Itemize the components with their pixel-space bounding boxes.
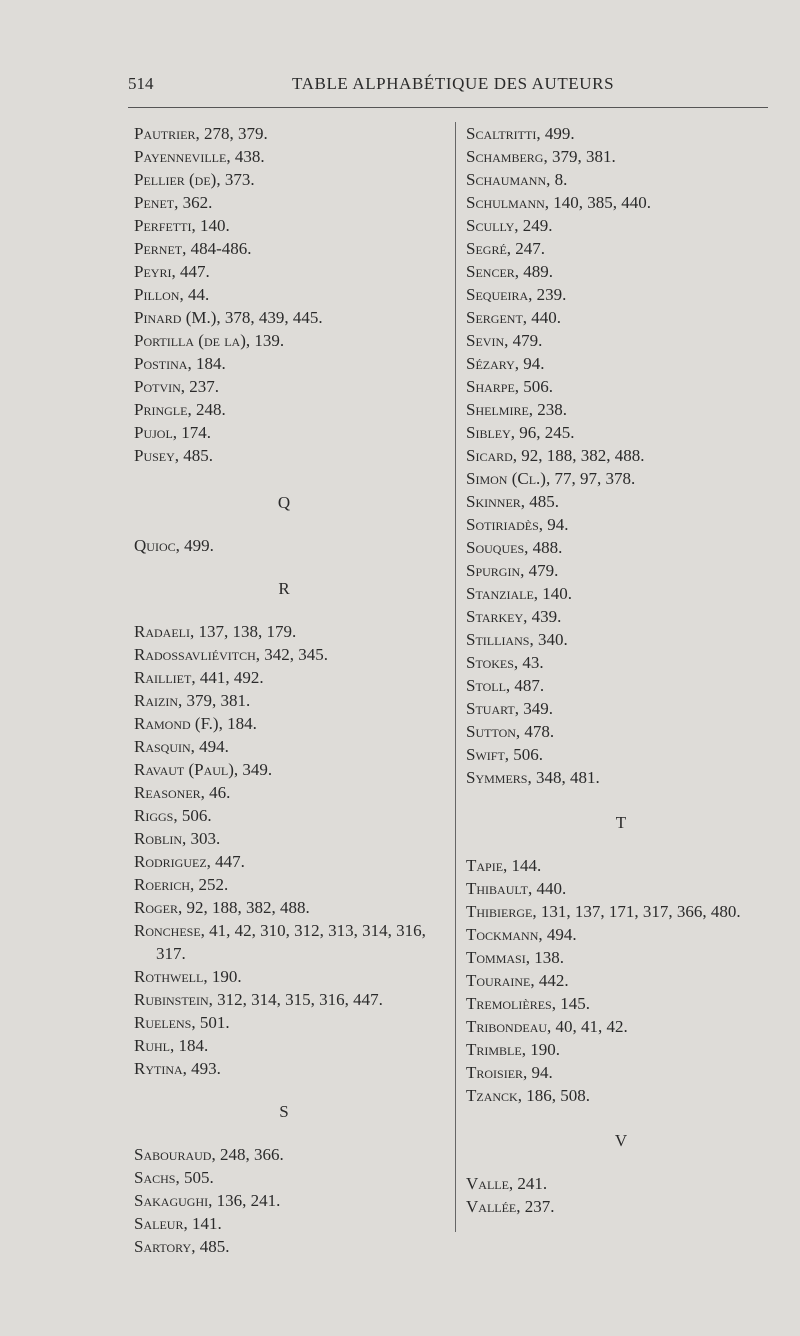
index-entry: Pellier (de), 373. bbox=[134, 170, 255, 189]
index-entry: Rothwell, 190. bbox=[134, 967, 242, 986]
index-entry: Shelmire, 238. bbox=[466, 400, 568, 419]
index-entry: Segré, 247. bbox=[466, 239, 546, 258]
index-entry: Pringle, 248. bbox=[134, 400, 226, 419]
section-heading-q: Q bbox=[277, 493, 291, 512]
index-entry: Simon (Cl.), 77, 97, 378. bbox=[466, 469, 636, 488]
section-heading-v: V bbox=[614, 1131, 628, 1150]
index-entry: Roerich, 252. bbox=[134, 875, 229, 894]
index-entry: Skinner, 485. bbox=[466, 492, 560, 511]
index-entry: Tremolières, 145. bbox=[466, 994, 590, 1013]
index-entry: Pujol, 174. bbox=[134, 423, 212, 442]
index-entry: Spurgin, 479. bbox=[466, 561, 559, 580]
index-entry: Stoll, 487. bbox=[466, 676, 545, 695]
index-entry: Perfetti, 140. bbox=[134, 216, 230, 235]
index-entry: Schamberg, 379, 381. bbox=[466, 147, 616, 166]
index-entry: Scaltritti, 499. bbox=[466, 124, 575, 143]
index-entry: Postina, 184. bbox=[134, 354, 226, 373]
author-group-s bbox=[134, 1143, 434, 1258]
index-entry: Tapie, 144. bbox=[466, 856, 542, 875]
left-column bbox=[134, 122, 434, 1258]
index-entry: Radossavliévitch, 342, 345. bbox=[134, 645, 329, 664]
index-entry: Pautrier, 278, 379. bbox=[134, 124, 268, 143]
author-group-r bbox=[134, 620, 434, 1080]
index-entry: Sharpe, 506. bbox=[466, 377, 554, 396]
index-entry: Thibault, 440. bbox=[466, 879, 567, 898]
index-entry: Pillon, 44. bbox=[134, 285, 210, 304]
index-entry: Tribondeau, 40, 41, 42. bbox=[466, 1017, 628, 1036]
index-entry: Symmers, 348, 481. bbox=[466, 768, 600, 787]
index-entry: Roblin, 303. bbox=[134, 829, 221, 848]
index-entry: Trimble, 190. bbox=[466, 1040, 560, 1059]
index-entry: Starkey, 439. bbox=[466, 607, 562, 626]
index-entry: Payenneville, 438. bbox=[134, 147, 265, 166]
index-entry: Schaumann, 8. bbox=[466, 170, 568, 189]
index-entry: Pusey, 485. bbox=[134, 446, 214, 465]
index-entry: Valle, 241. bbox=[466, 1174, 548, 1193]
author-group-v bbox=[466, 1172, 776, 1218]
index-entry: Pinard (M.), 378, 439, 445. bbox=[134, 308, 323, 327]
page-number: 514 bbox=[128, 74, 154, 93]
section-heading-t: T bbox=[615, 813, 627, 832]
section-heading-r: R bbox=[278, 579, 290, 598]
index-entry: Rubinstein, 312, 314, 315, 316, 447. bbox=[134, 990, 383, 1009]
index-entry: Ramond (F.), 184. bbox=[134, 714, 257, 733]
author-group-t bbox=[466, 854, 776, 1107]
header-rule bbox=[128, 107, 768, 108]
index-entry: Scully, 249. bbox=[466, 216, 553, 235]
index-entry: Sabouraud, 248, 366. bbox=[134, 1145, 284, 1164]
index-entry: Potvin, 237. bbox=[134, 377, 220, 396]
index-entry: Sutton, 478. bbox=[466, 722, 555, 741]
index-entry: Sibley, 96, 245. bbox=[466, 423, 575, 442]
index-entry: Raizin, 379, 381. bbox=[134, 691, 251, 710]
index-entry: Ravaut (Paul), 349. bbox=[134, 760, 273, 779]
index-entry: Sachs, 505. bbox=[134, 1168, 214, 1187]
index-entry: Sézary, 94. bbox=[466, 354, 545, 373]
index-entry: Saleur, 141. bbox=[134, 1214, 222, 1233]
index-entry: Vallée, 237. bbox=[466, 1197, 555, 1216]
index-entry: Stuart, 349. bbox=[466, 699, 553, 718]
index-entry: Stanziale, 140. bbox=[466, 584, 573, 603]
index-entry: Swift, 506. bbox=[466, 745, 544, 764]
index-entry: Touraine, 442. bbox=[466, 971, 569, 990]
index-entry: Quioc, 499. bbox=[134, 536, 214, 555]
index-entry: Sicard, 92, 188, 382, 488. bbox=[466, 446, 645, 465]
column-divider bbox=[455, 122, 456, 1232]
index-entry: Radaeli, 137, 138, 179. bbox=[134, 622, 297, 641]
index-entry: Riggs, 506. bbox=[134, 806, 212, 825]
index-entry: Ruelens, 501. bbox=[134, 1013, 230, 1032]
index-entry: Sevin, 479. bbox=[466, 331, 543, 350]
index-entry: Pernet, 484-486. bbox=[134, 239, 252, 258]
index-entry: Reasoner, 46. bbox=[134, 783, 231, 802]
index-entry: Sotiriadès, 94. bbox=[466, 515, 569, 534]
index-entry: Stokes, 43. bbox=[466, 653, 544, 672]
index-entry: Tockmann, 494. bbox=[466, 925, 577, 944]
index-entry: Tommasi, 138. bbox=[466, 948, 564, 967]
index-entry: Sergent, 440. bbox=[466, 308, 562, 327]
running-title: TABLE ALPHABÉTIQUE DES AUTEURS bbox=[292, 74, 615, 93]
index-entry: Sequeira, 239. bbox=[466, 285, 567, 304]
index-entry: Rytina, 493. bbox=[134, 1059, 221, 1078]
index-entry: Troisier, 94. bbox=[466, 1063, 553, 1082]
index-entry: Penet, 362. bbox=[134, 193, 213, 212]
author-group-q bbox=[134, 534, 434, 557]
index-entry: Tzanck, 186, 508. bbox=[466, 1086, 590, 1105]
index-entry: Sartory, 485. bbox=[134, 1237, 230, 1256]
index-entry: Ronchese, 41, 42, 310, 312, 313, 314, 316, 317. bbox=[134, 921, 426, 963]
index-entry: Souques, 488. bbox=[466, 538, 563, 557]
index-entry: Rasquin, 494. bbox=[134, 737, 229, 756]
index-entry: Portilla (de la), 139. bbox=[134, 331, 285, 350]
index-entry: Sencer, 489. bbox=[466, 262, 554, 281]
index-entry: Railliet, 441, 492. bbox=[134, 668, 264, 687]
index-entry: Stillians, 340. bbox=[466, 630, 568, 649]
index-entry: Sakagughi, 136, 241. bbox=[134, 1191, 281, 1210]
index-entry: Peyri, 447. bbox=[134, 262, 210, 281]
author-group-p bbox=[134, 122, 434, 467]
index-entry: Ruhl, 184. bbox=[134, 1036, 209, 1055]
right-column bbox=[466, 122, 776, 1218]
index-entry: Rodriguez, 447. bbox=[134, 852, 245, 871]
index-entry: Schulmann, 140, 385, 440. bbox=[466, 193, 652, 212]
author-group-s-cont bbox=[466, 122, 776, 789]
index-entry: Thibierge, 131, 137, 171, 317, 366, 480. bbox=[466, 902, 741, 921]
section-heading-s: S bbox=[279, 1102, 289, 1121]
index-entry: Roger, 92, 188, 382, 488. bbox=[134, 898, 310, 917]
